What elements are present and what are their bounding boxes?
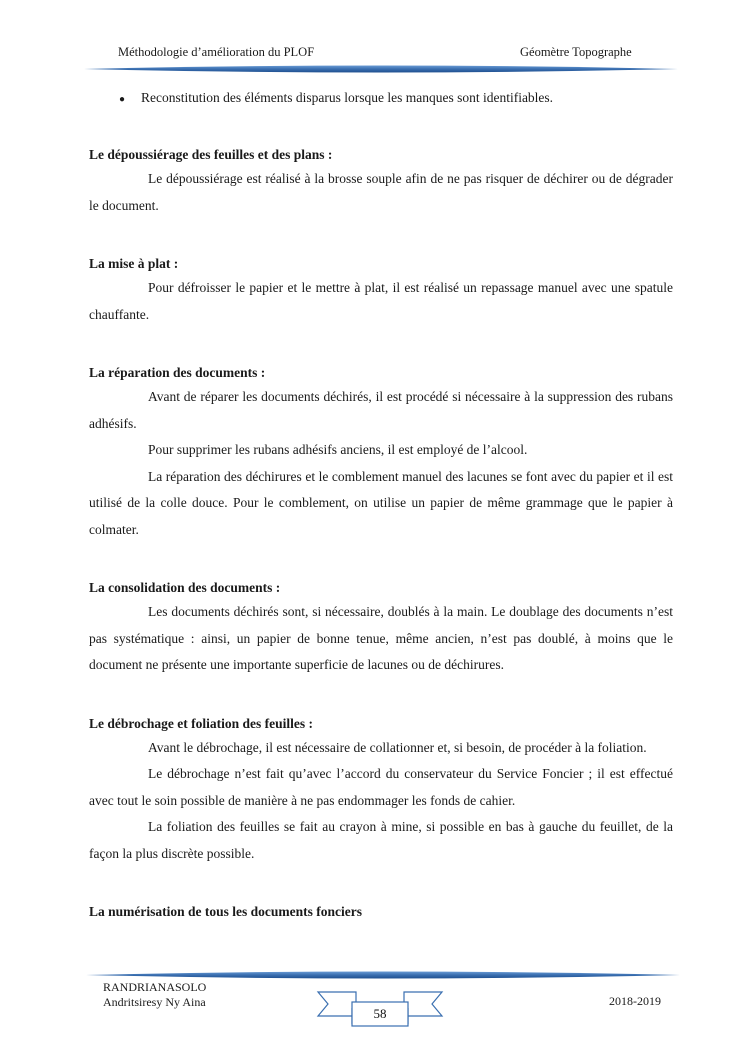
section-heading: La mise à plat : — [89, 256, 179, 271]
header-rule — [0, 63, 745, 75]
paragraph: La réparation des déchirures et le comblement manuel des lacunes se font avec du papier et il est utilisé de la colle douce. Pour le comblement, on utilise un papier de même grammage que le papier à colmater. — [89, 468, 673, 537]
section-debrochage — [89, 714, 673, 868]
section-heading: Le débrochage et foliation des feuilles : — [89, 715, 313, 731]
page-number: 58 — [373, 1006, 387, 1021]
footer-author-firstname: Andritsiresy Ny Aina — [103, 995, 206, 1009]
section-consolidation — [89, 578, 673, 679]
paragraph: Avant le débrochage, il est nécessaire de collationner et, si besoin, de procéder à la foliation. — [148, 739, 647, 755]
paragraph: Le dépoussiérage est réalisé à la brosse souple afin de ne pas risquer de déchirer ou de dégrader le document. — [89, 171, 673, 213]
paragraph: Avant de réparer les documents déchirés, il est procédé si nécessaire à la suppression des rubans adhésifs. — [89, 389, 673, 431]
bullet-text: Reconstitution des éléments disparus lorsque les manques sont identifiables. — [141, 90, 554, 105]
paragraph: Le débrochage n’est fait qu’avec l’accord du conservateur du Service Foncier ; il est effectué avec tout le soin possible de manière à ne pas endommager les fonds de cahier. — [89, 766, 673, 808]
section-heading: La réparation des documents : — [89, 365, 266, 380]
section-mise-a-plat — [89, 254, 673, 328]
bullet-item — [119, 88, 673, 110]
section-reparation — [89, 363, 673, 543]
header-title: Méthodologie d’amélioration du PLOF — [118, 45, 315, 59]
section-depoussierage — [89, 145, 673, 219]
footer-year: 2018-2019 — [609, 994, 661, 1008]
section-heading: La consolidation des documents : — [89, 580, 281, 595]
section-numerisation — [89, 902, 673, 922]
header-discipline: Géomètre Topographe — [520, 45, 632, 59]
paragraph: La foliation des feuilles se fait au crayon à mine, si possible en bas à gauche du feuillet, de la façon la plus discrète possible. — [89, 819, 673, 861]
paragraph: Pour supprimer les rubans adhésifs anciens, il est employé de l’alcool. — [148, 442, 528, 457]
page-body — [89, 88, 673, 922]
section-heading: La numérisation de tous les documents fonciers — [89, 904, 362, 919]
paragraph: Pour défroisser le papier et le mettre à plat, il est réalisé un repassage manuel avec une spatule chauffante. — [89, 280, 673, 322]
paragraph: Les documents déchirés sont, si nécessaire, doublés à la main. Le doublage des documents n’est pas systématique : ainsi, un papier de bonne tenue, même ancien, n’est pas doublé, à moins que le document ne présente une importante superficie de lacunes ou de déchirures. — [89, 604, 673, 672]
footer-author-surname: RANDRIANASOLO — [103, 980, 207, 994]
section-heading: Le dépoussiérage des feuilles et des plans : — [89, 147, 333, 162]
bullet-icon: ● — [119, 94, 126, 105]
